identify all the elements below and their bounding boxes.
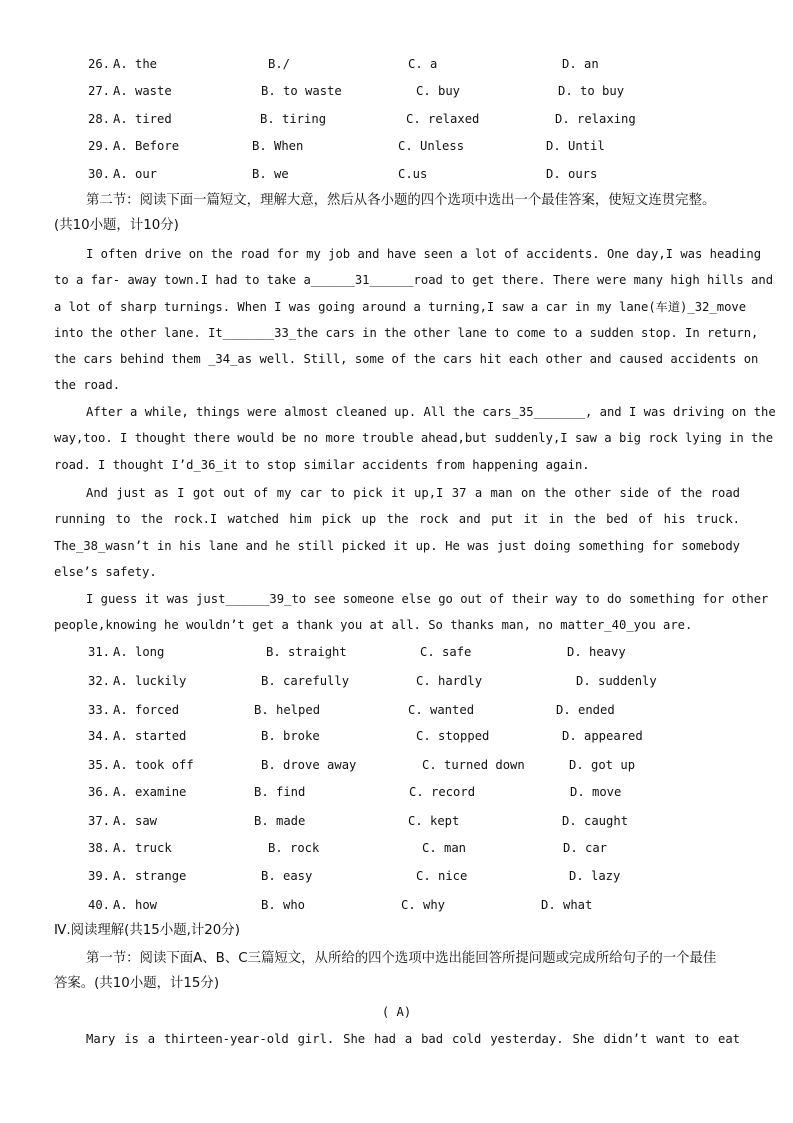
question-number: 30. <box>88 167 111 181</box>
question-number: 37. <box>88 814 111 828</box>
question-number: 38. <box>88 841 111 855</box>
passage-line: road. I thought I’d_36_it to stop similar accidents from happening again. <box>54 457 590 472</box>
option-a: A. started <box>113 729 187 743</box>
option-c: C. a <box>408 57 438 71</box>
option-a: A. how <box>113 898 158 912</box>
option-c: C. hardly <box>416 674 483 688</box>
passage-line: people,knowing he wouldn’t get a thank you at all. So thanks man, no matter_40_you are. <box>54 618 693 633</box>
passage-line: the road. <box>54 378 121 393</box>
option-b: B. we <box>252 167 289 181</box>
question-number: 34. <box>88 729 111 743</box>
option-d: D. lazy <box>569 869 621 883</box>
question-row <box>0 896 793 916</box>
option-c: C. wanted <box>408 703 475 717</box>
question-row <box>0 867 793 887</box>
question-number: 26. <box>88 57 111 71</box>
question-number: 39. <box>88 869 111 883</box>
option-c: C. turned down <box>422 758 525 772</box>
option-d: D. move <box>570 785 622 799</box>
option-d: D. suddenly <box>576 674 657 688</box>
question-row <box>0 783 793 803</box>
option-b: B. drove away <box>261 758 357 772</box>
question-number: 31. <box>88 645 111 659</box>
question-row <box>0 165 793 185</box>
option-d: D. ended <box>556 703 615 717</box>
section2-instruction: 第二节：阅读下面一篇短文，理解大意，然后从各小题的四个选项中选出一个最佳答案，使短文连贯完整。 <box>86 193 716 208</box>
option-d: D. ours <box>546 167 598 181</box>
option-b: B. who <box>261 898 306 912</box>
option-b: B. to waste <box>261 84 342 98</box>
option-d: D. what <box>541 898 593 912</box>
question-row <box>0 110 793 130</box>
passage-paragraph-2 <box>54 399 776 478</box>
option-b: B. straight <box>266 645 347 659</box>
option-c: C. nice <box>416 869 468 883</box>
option-c: C.us <box>398 167 428 181</box>
question-row <box>0 812 793 832</box>
option-c: C. safe <box>420 645 472 659</box>
passage-line: The_38_wasn’t in his lane and he still picked it up. He was just doing something for somebody <box>54 538 740 553</box>
question-row <box>0 756 793 776</box>
option-b: B. find <box>254 785 306 799</box>
option-b: B. tiring <box>260 112 327 126</box>
option-b: B. made <box>254 814 306 828</box>
option-b: B. carefully <box>261 674 350 688</box>
option-a: A. the <box>113 57 158 71</box>
option-b: B. When <box>252 139 304 153</box>
section4-heading: Ⅳ.阅读理解(共15小题,计20分) <box>54 923 240 938</box>
section2-instruction-cont: (共10小题，计10分) <box>54 218 179 233</box>
question-number: 28. <box>88 112 111 126</box>
option-c: C. why <box>401 898 446 912</box>
question-number: 36. <box>88 785 111 799</box>
option-d: D. car <box>563 841 608 855</box>
option-d: D. Until <box>546 139 605 153</box>
passage-a-label: ( A) <box>381 1005 412 1019</box>
option-a: A. truck <box>113 841 172 855</box>
option-a: A. examine <box>113 785 187 799</box>
option-a: A. long <box>113 645 165 659</box>
option-b: B. rock <box>268 841 320 855</box>
option-c: C. man <box>422 841 467 855</box>
option-a: A. luckily <box>113 674 187 688</box>
passage-line: After a while, things were almost cleaned up. All the cars_35_______, and I was driving on the <box>86 405 776 419</box>
passage-line: the cars behind them _34_as well. Still, some of the cars hit each other and caused accidents on <box>54 352 759 367</box>
option-c: C. relaxed <box>406 112 480 126</box>
passage-a-text <box>54 1026 740 1052</box>
passage-line: else’s safety. <box>54 564 157 579</box>
question-row <box>0 55 793 75</box>
passage-line: to a far- away town.I had to take a______31______road to get there. There were many high hills and <box>54 273 774 288</box>
option-d: D. to buy <box>558 84 625 98</box>
option-c: C. buy <box>416 84 461 98</box>
question-number: 33. <box>88 703 111 717</box>
option-b: B. easy <box>261 869 313 883</box>
option-d: D. got up <box>569 758 636 772</box>
option-d: D. caught <box>562 814 629 828</box>
question-row <box>0 839 793 859</box>
question-row <box>0 137 793 157</box>
option-a: A. strange <box>113 869 187 883</box>
option-b: B./ <box>268 57 291 71</box>
option-c: C. record <box>409 785 476 799</box>
passage-paragraph-1 <box>54 241 774 399</box>
option-a: A. took off <box>113 758 194 772</box>
question-row <box>0 643 793 663</box>
option-b: B. helped <box>254 703 321 717</box>
option-c: C. kept <box>408 814 460 828</box>
option-b: B. broke <box>261 729 320 743</box>
option-a: A. forced <box>113 703 180 717</box>
passage-line: a lot of sharp turnings. When I was going around a turning,I saw a car in my lane(车道)_32_move <box>54 299 747 314</box>
option-c: C. stopped <box>416 729 490 743</box>
passage-line: I guess it was just______39_to see someone else go out of their way to do something for other <box>86 592 769 606</box>
passage-paragraph-4 <box>54 586 769 639</box>
option-a: A. Before <box>113 139 180 153</box>
option-a: A. saw <box>113 814 158 828</box>
question-number: 40. <box>88 898 111 912</box>
question-number: 29. <box>88 139 111 153</box>
option-d: D. appeared <box>562 729 643 743</box>
passage-line: way,too. I thought there would be no more trouble ahead,but suddenly,I saw a big rock lying in the <box>54 431 774 446</box>
passage-line: I often drive on the road for my job and have seen a lot of accidents. One day,I was heading <box>86 247 762 261</box>
option-a: A. waste <box>113 84 172 98</box>
option-d: D. relaxing <box>555 112 636 126</box>
question-number: 27. <box>88 84 111 98</box>
option-d: D. an <box>562 57 599 71</box>
section4-instruction: 第一节：阅读下面A、B、C三篇短文，从所给的四个选项中选出能回答所提问题或完成所给句子的一个最佳 <box>86 951 717 966</box>
passage-line: running to the rock.I watched him pick up the rock and put it in the bed of his truck. <box>54 512 740 527</box>
passage-line: And just as I got out of my car to pick it up,I 37 a man on the other side of the road <box>86 486 740 500</box>
question-row <box>0 727 793 747</box>
passage-line: Mary is a thirteen-year-old girl. She had a bad cold yesterday. She didn’t want to eat <box>86 1032 740 1046</box>
question-row <box>0 672 793 692</box>
question-number: 32. <box>88 674 111 688</box>
question-row <box>0 82 793 102</box>
question-row <box>0 701 793 721</box>
passage-paragraph-3 <box>54 480 740 585</box>
question-number: 35. <box>88 758 111 772</box>
option-c: C. Unless <box>398 139 465 153</box>
option-a: A. tired <box>113 112 172 126</box>
option-d: D. heavy <box>567 645 626 659</box>
section4-instruction-cont: 答案。(共10小题，计15分) <box>54 976 220 991</box>
passage-line: into the other lane. It_______33_the cars in the other lane to come to a sudden stop. In return, <box>54 325 759 340</box>
option-a: A. our <box>113 167 158 181</box>
